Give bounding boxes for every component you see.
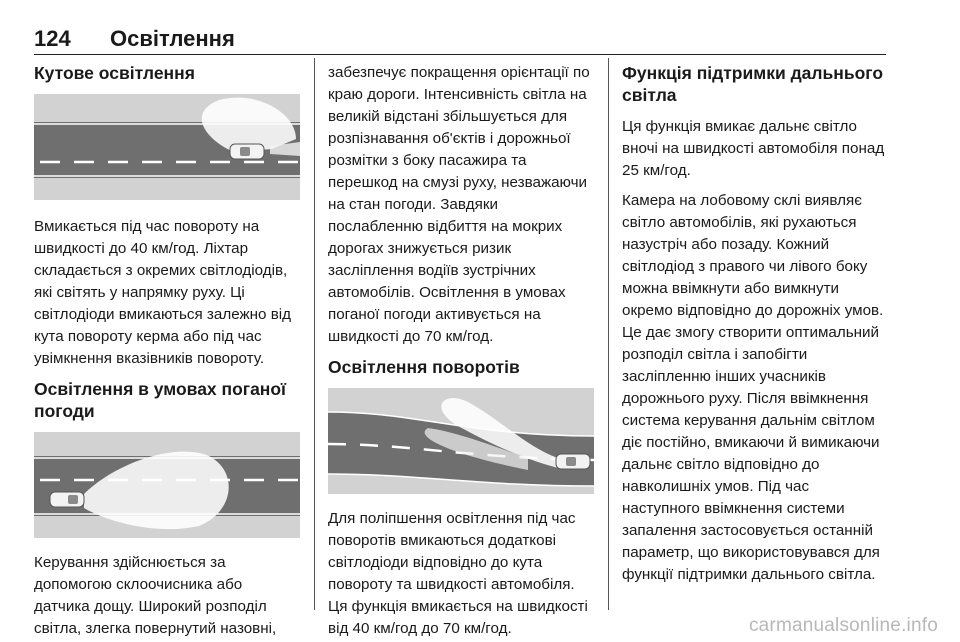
paragraph: Вмикається під час повороту на швидкості до 40 км/год. Ліхтар складається з окремих світлодіодів, які світять у напрямку руху. Ці світлодіоди вмикаються залежно від кута повороту керма або під час увімкнення вказівників повороту. [34,218,291,367]
column-3 [622,62,886,586]
column-divider [608,58,609,610]
column-1 [34,62,300,640]
section-heading-high-beam-assist: Функція підтримки дальнього світла [622,63,884,105]
cornering-light-illustration [34,94,300,200]
paragraph: Керування здійснюється за допомогою склоочисника або датчика дощу. Широкий розподіл світла, злегка повернутий назовні, [34,554,277,637]
bad-weather-light-illustration [34,432,300,538]
section-heading-cornering-light: Кутове освітлення [34,63,195,83]
section-heading-bad-weather-light: Освітлення в умовах поганої погоди [34,379,286,421]
section-heading-turning-light: Освітлення поворотів [328,357,520,377]
column-divider [314,58,315,610]
chapter-title: Освітлення [110,26,235,51]
page-header [34,24,886,55]
paragraph: Камера на лобовому склі виявляє світло автомобілів, які рухаються назустріч або позаду. Кожний світлодіод з правого чи лівого боку можна ввімкнути або вимкнути окремо відповідно до дорожніх умов. Це дає змогу створити оптимальний розподіл світла і запобігти засліпленню інших учасників дорожнього руху. Після ввімкнення система керування дальнім світлом діє постійно, вмикаючи й вимикаючи дальнє світло відповідно до навколишніх умов. Під час наступного ввімкнення системи запалення застосовується останній параметр, що використовувався для функції підтримки дальнього світла. [622,192,884,583]
turning-light-illustration [328,388,594,494]
page-number: 124 [34,26,71,51]
watermark: carmanualsonline.info [748,615,938,636]
paragraph: Ця функція вмикає дальнє світло вночі на швидкості автомобіля понад 25 км/год. [622,118,885,179]
paragraph: Для поліпшення освітлення під час поворотів вмикаються додаткові світлодіоди відповідно до кута повороту та швидкості автомобіля. Ця функція вмикається на швидкості від 40 км/год до 70 км/год. [328,510,588,637]
paragraph: забезпечує покращення орієнтації по краю дороги. Інтенсивність світла на великій відстані збільшується для розпізнавання об'єктів і дорожньої розмітки з боку пасажира та перешкод на смузі руху, незважаючи на стан погоди. Завдяки послабленню відбиття на мокрих дорогах знижується ризик засліплення водіїв зустрічних автомобілів. Освітлення в умовах поганої погоди активується на швидкості до 70 км/год. [328,64,590,345]
column-2 [328,62,594,640]
